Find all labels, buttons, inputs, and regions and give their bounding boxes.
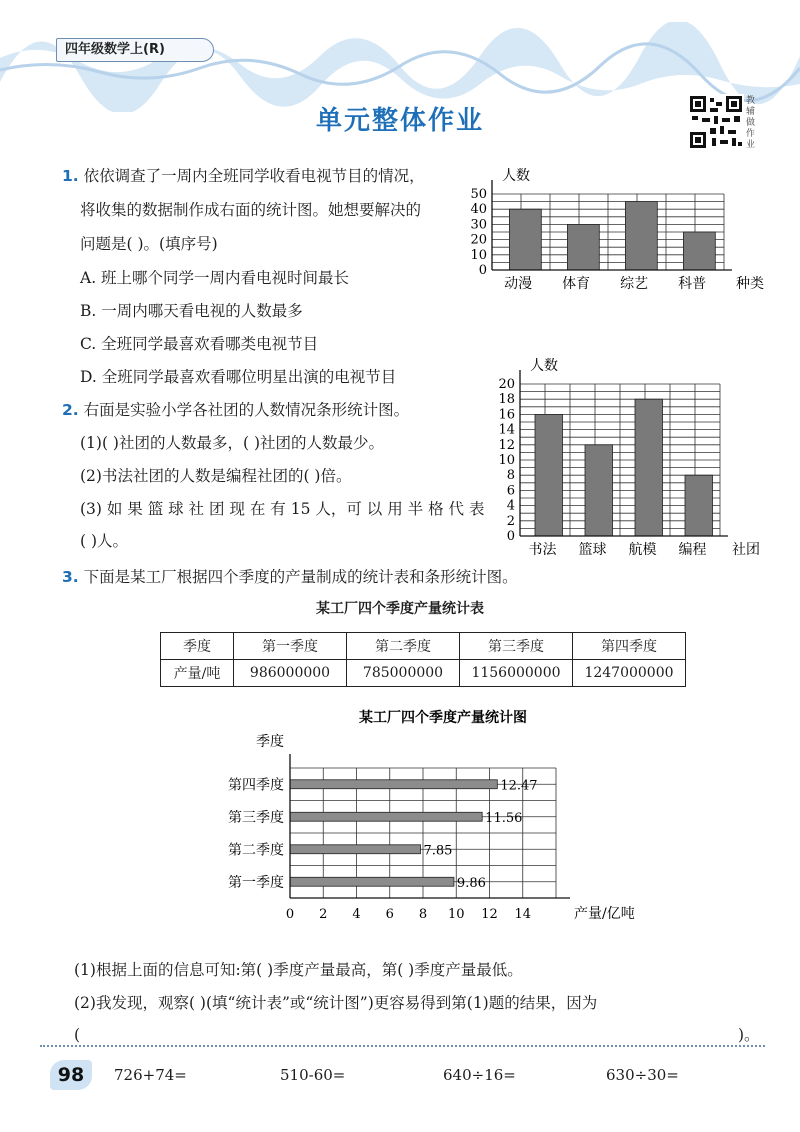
y-tick-label: 0 — [506, 529, 515, 544]
x-axis-title: 产量/亿吨 — [574, 906, 635, 922]
calc-item: 640÷16= — [443, 1066, 516, 1084]
table-cell: 785000000 — [347, 660, 460, 687]
x-tick-label: 14 — [514, 907, 532, 922]
q3-intro: 下面是某工厂根据四个季度的产量制成的统计表和条形统计图。 — [83, 568, 518, 586]
y-tick-label: 40 — [470, 202, 487, 218]
table-header-cell: 第二季度 — [347, 633, 460, 660]
y-tick-label: 第二季度 — [228, 842, 284, 859]
table-cell: 986000000 — [234, 660, 347, 687]
qr-caption: 教辅做作业 — [746, 96, 756, 150]
x-tick-label: 书法 — [528, 542, 557, 558]
x-tick-label: 编程 — [678, 542, 707, 558]
q1-text-3: 问题是( )。(填序号) — [80, 235, 218, 253]
q3-part-3-close: )。 — [738, 1026, 760, 1044]
data-label: 7.85 — [423, 843, 453, 859]
chart-club-members — [480, 352, 780, 562]
y-tick-label: 18 — [498, 392, 515, 408]
y-tick-label: 8 — [506, 468, 515, 484]
chart-quarterly-production — [210, 708, 650, 940]
x-tick-label: 综艺 — [620, 276, 649, 292]
page-number: 98 — [50, 1060, 92, 1090]
chart-title: 某工厂四个季度产量统计图 — [359, 710, 527, 726]
y-tick-label: 第四季度 — [228, 777, 284, 794]
calc-item: 510-60= — [280, 1066, 346, 1084]
table-header-row — [161, 633, 686, 660]
q1-option-b: B. 一周内哪天看电视的人数最多 — [80, 302, 303, 320]
y-tick-label: 0 — [478, 263, 487, 278]
y-axis-title: 季度 — [256, 734, 284, 750]
table-header-cell: 第四季度 — [573, 633, 686, 660]
bar — [290, 845, 421, 854]
q3-part-3-open: ( — [74, 1026, 81, 1044]
book-tag: 四年级数学上(R) — [56, 38, 214, 62]
x-tick-label: 12 — [481, 907, 498, 922]
calc-item: 630÷30= — [606, 1066, 679, 1084]
y-tick-label: 10 — [498, 453, 515, 468]
table-cell: 产量/吨 — [161, 660, 234, 687]
y-tick-label: 6 — [506, 483, 515, 499]
bar — [567, 224, 599, 270]
y-tick-label: 12 — [498, 437, 515, 453]
qr-code-icon[interactable] — [688, 94, 744, 150]
bar — [535, 414, 563, 536]
table-cell: 1247000000 — [573, 660, 686, 687]
y-tick-label: 50 — [470, 187, 487, 202]
bar — [683, 232, 715, 270]
table-header-cell: 第一季度 — [234, 633, 347, 660]
q1-number: 1. — [62, 167, 79, 185]
y-tick-label: 30 — [470, 217, 487, 233]
table-header-cell: 季度 — [161, 633, 234, 660]
y-tick-label: 20 — [470, 232, 487, 248]
x-tick-label: 0 — [285, 907, 295, 922]
chart-tv-program-survey — [460, 160, 770, 300]
x-axis-title: 种类 — [736, 276, 764, 292]
x-tick-label: 篮球 — [578, 542, 607, 558]
bar — [290, 812, 482, 821]
bar — [585, 445, 613, 536]
q1-option-d: D. 全班同学最喜欢看哪位明星出演的电视节目 — [80, 368, 397, 386]
q3-part-1: (1)根据上面的信息可知:第( )季度产量最高，第( )季度产量最低。 — [74, 961, 523, 979]
bar — [290, 780, 497, 789]
y-tick-label: 20 — [498, 377, 515, 392]
q2-line-1 — [62, 400, 409, 420]
bar — [509, 209, 541, 270]
q2-part-2: (2)书法社团的人数是编程社团的( )倍。 — [80, 467, 352, 485]
x-tick-label: 体育 — [562, 276, 591, 292]
q1-text-1: 依依调查了一周内全班同学收看电视节目的情况， — [83, 167, 425, 185]
q2-intro: 右面是实验小学各社团的人数情况条形统计图。 — [83, 401, 410, 419]
y-tick-label: 4 — [506, 498, 515, 514]
x-tick-label: 10 — [447, 907, 465, 922]
calc-item: 726+74= — [114, 1066, 187, 1084]
bar — [290, 877, 454, 886]
y-tick-label: 2 — [506, 513, 515, 529]
y-tick-label: 第三季度 — [228, 809, 284, 826]
q3-line-1 — [62, 567, 518, 587]
x-tick-label: 8 — [418, 907, 428, 922]
data-label: 9.86 — [456, 875, 486, 891]
q1-option-a: A. 班上哪个同学一周内看电视时间最长 — [80, 269, 350, 287]
table-cell: 1156000000 — [460, 660, 573, 687]
q1-line-1 — [62, 166, 425, 186]
table-header-cell: 第三季度 — [460, 633, 573, 660]
q2-part-4: ( )人。 — [80, 532, 129, 550]
table-row — [161, 660, 686, 687]
x-tick-label: 4 — [352, 907, 361, 922]
x-tick-label: 航模 — [628, 542, 657, 558]
y-axis-title: 人数 — [502, 168, 530, 184]
footer-divider — [40, 1045, 765, 1047]
q2-part-3: (3) 如 果 篮 球 社 团 现 在 有 15 人，可 以 用 半 格 代 表 — [80, 500, 485, 518]
bar — [685, 475, 713, 536]
y-tick-label: 16 — [498, 407, 515, 423]
header-wave-decoration — [0, 22, 800, 112]
page-title: 单元整体作业 — [315, 106, 484, 136]
y-tick-label: 14 — [498, 422, 515, 438]
bar — [635, 399, 663, 536]
data-label: 11.56 — [485, 810, 523, 826]
y-tick-label: 第一季度 — [228, 874, 284, 891]
table-title: 某工厂四个季度产量统计表 — [316, 601, 484, 617]
y-axis-title: 人数 — [530, 358, 558, 374]
q2-number: 2. — [62, 401, 79, 419]
x-axis-title: 社团 — [732, 542, 760, 558]
q1-option-c: C. 全班同学最喜欢看哪类电视节目 — [80, 335, 319, 353]
q1-text-2: 将收集的数据制作成右面的统计图。她想要解决的 — [80, 201, 422, 219]
x-tick-label: 动漫 — [504, 276, 533, 292]
x-tick-label: 科普 — [678, 276, 707, 292]
q2-part-1: (1)( )社团的人数最多，( )社团的人数最少。 — [80, 434, 384, 452]
production-table — [160, 632, 686, 687]
bar — [625, 202, 657, 270]
data-label: 12.47 — [500, 778, 538, 794]
y-tick-label: 10 — [470, 247, 487, 263]
q3-part-2: (2)我发现，观察( )(填“统计表”或“统计图”)更容易得到第(1)题的结果，因为 — [74, 994, 598, 1012]
x-tick-label: 6 — [385, 907, 394, 922]
x-tick-label: 2 — [319, 907, 328, 922]
q3-number: 3. — [62, 568, 79, 586]
